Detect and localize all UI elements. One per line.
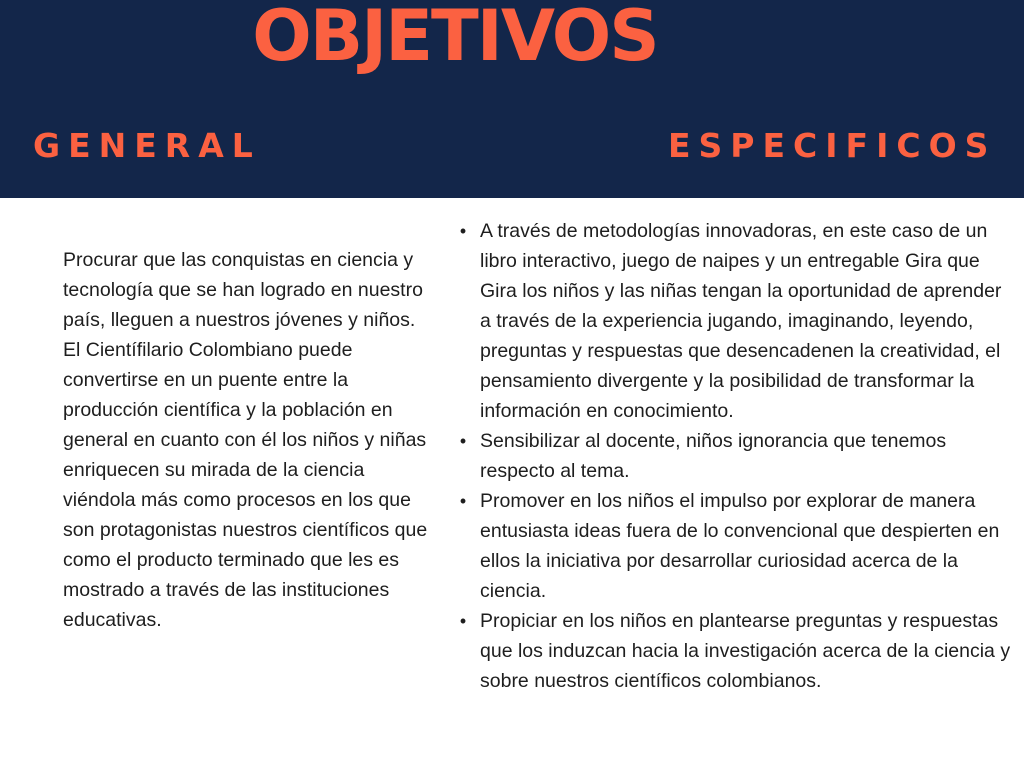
list-item bbox=[459, 426, 1015, 486]
list-item-text: Promover en los niños el impulso por explorar de manera entusiasta ideas fuera de lo convencional que despierten en ellos la iniciativa por desarrollar curiosidad acerca de la ciencia. bbox=[480, 490, 1000, 602]
list-item bbox=[459, 486, 1015, 606]
bullet-icon: • bbox=[459, 611, 467, 631]
general-objective-text: Procurar que las conquistas en ciencia y tecnología que se han logrado en nuestro país, lleguen a nuestros jóvenes y niños. El Científilario Colombiano puede convertirse en un puente entre la producción científica y la población en general en cuanto con él los niños y niñas enriquecen su mirada de la ciencia viéndola más como procesos en los que son protagonistas nuestros científicos que como el producto terminado que les es mostrado a través de las instituciones educativas. bbox=[63, 249, 428, 631]
list-item bbox=[459, 216, 1015, 426]
bullet-icon: • bbox=[459, 221, 467, 241]
bullet-icon: • bbox=[459, 491, 467, 511]
specific-heading: ESPECIFICOS bbox=[668, 126, 997, 165]
list-item-text: Propiciar en los niños en plantearse preguntas y respuestas que los induzcan hacia la investigación acerca de la ciencia y sobre nuestros científicos colombianos. bbox=[480, 610, 1011, 692]
list-item-text: Sensibilizar al docente, niños ignorancia que tenemos respecto al tema. bbox=[480, 430, 947, 482]
specific-objectives-list bbox=[459, 216, 1015, 696]
list-item bbox=[459, 606, 1015, 696]
page-title: OBJETIVOS bbox=[252, 0, 658, 77]
bullet-icon: • bbox=[459, 431, 467, 451]
header-band bbox=[0, 0, 1024, 198]
general-heading: GENERAL bbox=[33, 126, 261, 165]
list-item-text: A través de metodologías innovadoras, en este caso de un libro interactivo, juego de naipes y un entregable Gira que Gira los niños y las niñas tengan la oportunidad de aprender a través de la experiencia jugando, imaginando, leyendo, preguntas y respuestas que desencadenen la creatividad, el pensamiento divergente y la posibilidad de transformar la información en conocimiento. bbox=[480, 220, 1002, 422]
